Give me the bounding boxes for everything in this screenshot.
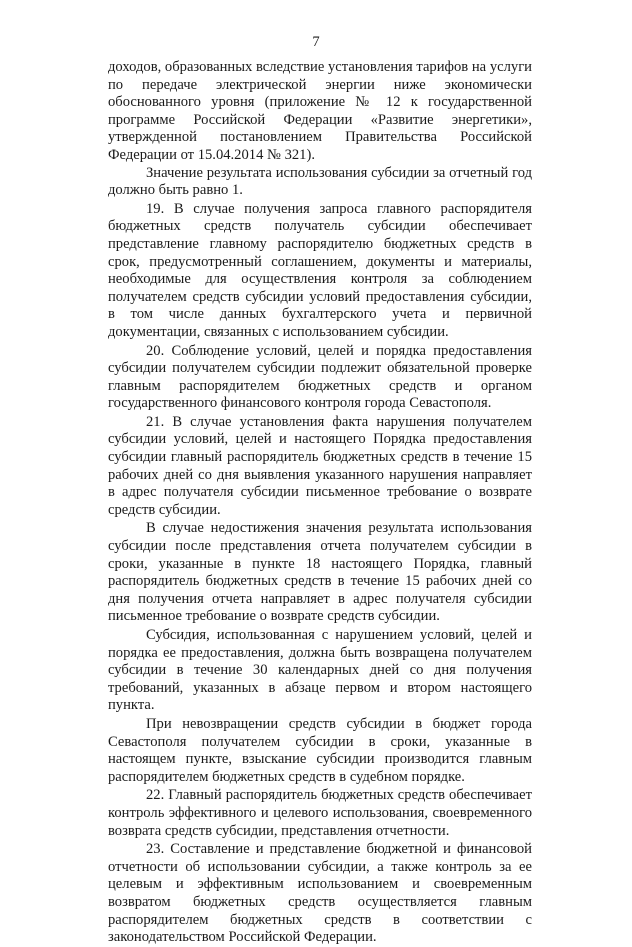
paragraph: Субсидия, использованная с нарушением условий, целей и порядка ее предоставления, должна быть возвращена получателем субсидии в течение 30 календарных дней со дня получения требований, указанных в абзаце первом и втором настоящего пункта. bbox=[108, 627, 532, 714]
paragraph: 19. В случае получения запроса главного распорядителя бюджетных средств получатель субсидии обеспечивает представление главному распорядителю бюджетных средств в срок, предусмотренный соглашением, документы и материалы, необходимые для осуществления контроля за соблюдением получателем средств субсидии условий предоставления субсидии, в том числе данных бухгалтерского учета и первичной документации, связанных с использованием субсидии. bbox=[108, 200, 532, 340]
paragraph: 21. В случае установления факта нарушения получателем субсидии условий, целей и настоящего Порядка предоставления субсидии главный распорядитель бюджетных средств в течение 15 рабочих дней со дня выявления указанного нарушения направляет в адрес получателя субсидии письменное требование о возврате средств субсидии. bbox=[108, 413, 532, 518]
paragraph: 23. Составление и представление бюджетной и финансовой отчетности об использовании субсидии, а также контроль за ее целевым и эффективным использованием и своевременным возвратом бюджетных средств осуществляется главным распорядителем бюджетных средств в соответствии с законодательством Российской Федерации. bbox=[108, 841, 532, 946]
paragraph: доходов, образованных вследствие установления тарифов на услуги по передаче электрической энергии ниже экономически обоснованного уровня (приложение № 12 к государственной программе Российской Федерации «Развитие энергетики», утвержденной постановлением Правительства Российской Федерации от 15.04.2014 № 321). bbox=[108, 59, 532, 163]
page-number: 7 bbox=[312, 34, 320, 50]
paragraph: В случае недостижения значения результата использования субсидии после представления отчета получателем субсидии в сроки, указанные в пункте 18 настоящего Порядка, главный распорядитель бюджетных средств в течение 15 рабочих дней со дня получения отчета направляет в адрес получателя субсидии письменное требование о возврате средств субсидии. bbox=[108, 520, 532, 625]
paragraph: При невозвращении средств субсидии в бюджет города Севастополя получателем субсидии в сроки, указанные в настоящем пункте, взыскание субсидии производится главным распорядителем бюджетных средств в судебном порядке. bbox=[108, 715, 532, 785]
paragraph: 20. Соблюдение условий, целей и порядка предоставления субсидии получателем субсидии подлежит обязательной проверке главным распорядителем бюджетных средств и органом государственного финансового контроля города Севастополя. bbox=[108, 342, 532, 412]
paragraph: 22. Главный распорядитель бюджетных средств обеспечивает контроль эффективного и целевого использования, своевременного возврата средств субсидии, представления отчетности. bbox=[108, 787, 532, 839]
paragraph: Значение результата использования субсидии за отчетный год должно быть равно 1. bbox=[108, 164, 532, 199]
document-body bbox=[108, 59, 532, 947]
